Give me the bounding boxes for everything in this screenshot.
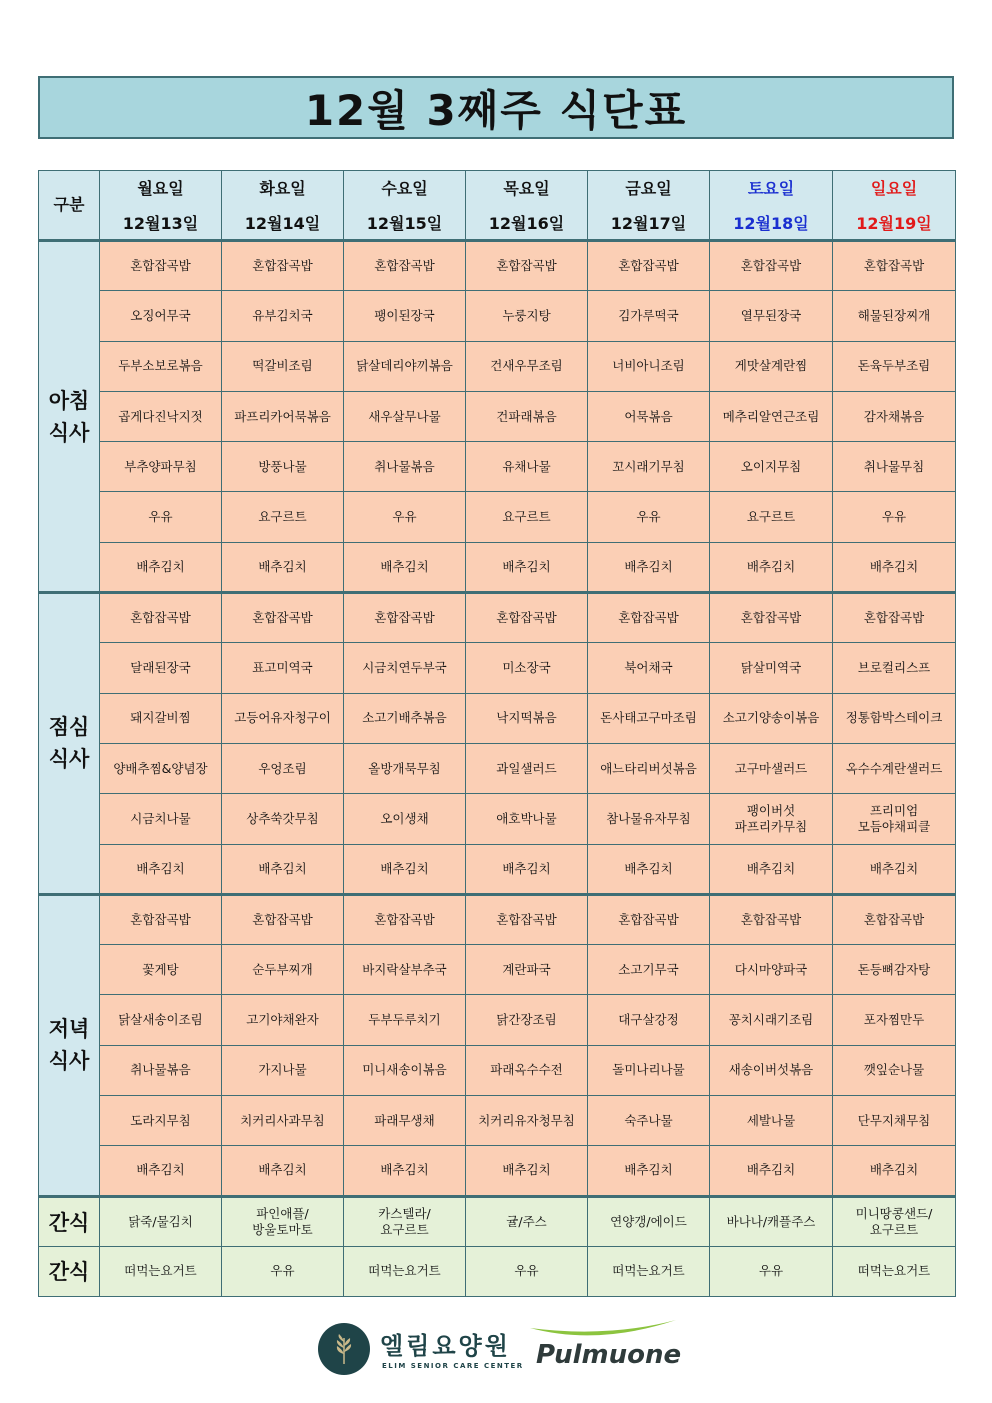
snack-category: 간식 [39,1246,100,1296]
menu-cell: 꼬시래기무침 [588,442,710,492]
table-row [39,241,956,291]
menu-cell: 돌미나리나물 [588,1045,710,1095]
menu-cell: 파프리카어묵볶음 [222,391,344,441]
snack-cell: 바나나/캐플주스 [710,1196,833,1246]
menu-cell: 배추김치 [588,1146,710,1196]
day-label: 토요일 [747,179,795,198]
menu-cell: 혼합잡곡밥 [466,894,588,944]
menu-cell: 북어채국 [588,643,710,693]
menu-cell: 김가루떡국 [588,291,710,341]
menu-cell: 프리미엄 모듬야채피클 [833,794,956,844]
meal-category-label: 점심 [48,715,90,740]
menu-cell: 혼합잡곡밥 [222,593,344,643]
header-row [39,171,956,241]
menu-cell: 요구르트 [466,492,588,542]
table-row [39,593,956,643]
page-title: 12월 3째주 식단표 [38,76,954,139]
day-label: 월요일 [137,179,184,198]
menu-cell: 배추김치 [466,844,588,894]
menu-cell: 취나물볶음 [344,442,466,492]
menu-cell: 감자채볶음 [833,391,956,441]
menu-cell: 파래무생채 [344,1096,466,1146]
table-row [39,341,956,391]
table-row [39,844,956,894]
menu-cell: 표고미역국 [222,643,344,693]
snack-row [39,1196,956,1246]
meal-category [39,593,100,895]
menu-cell: 배추김치 [100,1146,222,1196]
table-row [39,542,956,592]
snack-category: 간식 [39,1196,100,1246]
menu-cell: 시금치나물 [100,794,222,844]
logo-subtitle: ELIM SENIOR CARE CENTER [382,1362,524,1370]
menu-cell: 배추김치 [710,844,833,894]
menu-cell: 세발나물 [710,1096,833,1146]
day-header [588,171,710,241]
menu-cell: 혼합잡곡밥 [833,593,956,643]
menu-cell: 혼합잡곡밥 [222,241,344,291]
menu-cell: 혼합잡곡밥 [100,894,222,944]
snack-cell: 카스텔라/ 요구르트 [344,1196,466,1246]
menu-cell: 취나물볶음 [100,1045,222,1095]
menu-cell: 닭살데리야끼볶음 [344,341,466,391]
menu-cell: 애느타리버섯볶음 [588,743,710,793]
date-label: 12월15일 [366,214,443,233]
meal-category-label: 식사 [48,420,90,445]
menu-cell: 팽이버섯 파프리카무침 [710,794,833,844]
table-row [39,442,956,492]
menu-cell: 어묵볶음 [588,391,710,441]
menu-cell: 달래된장국 [100,643,222,693]
menu-cell: 배추김치 [466,542,588,592]
date-label: 12월18일 [733,214,809,233]
day-label: 화요일 [259,179,306,198]
day-header [466,171,588,241]
meal-category-label: 저녁 [48,1017,90,1042]
table-row [39,643,956,693]
menu-cell: 배추김치 [710,1146,833,1196]
menu-cell: 브로컬리스프 [833,643,956,693]
menu-cell: 방풍나물 [222,442,344,492]
menu-cell: 팽이된장국 [344,291,466,341]
menu-cell: 배추김치 [588,542,710,592]
menu-cell: 정통함박스테이크 [833,693,956,743]
menu-cell: 치커리유자청무침 [466,1096,588,1146]
menu-cell: 게맛살계란찜 [710,341,833,391]
menu-cell: 바지락살부추국 [344,945,466,995]
menu-cell: 올방개묵무침 [344,743,466,793]
menu-cell: 도라지무침 [100,1096,222,1146]
menu-cell: 꽃게탕 [100,945,222,995]
menu-cell: 배추김치 [222,542,344,592]
menu-cell: 소고기무국 [588,945,710,995]
menu-cell: 고기야채완자 [222,995,344,1045]
menu-cell: 배추김치 [344,1146,466,1196]
table-row [39,945,956,995]
menu-table [38,170,956,1297]
menu-cell: 혼합잡곡밥 [710,593,833,643]
day-header-saturday [710,171,833,241]
menu-cell: 누룽지탕 [466,291,588,341]
table-row [39,1096,956,1146]
menu-cell: 혼합잡곡밥 [588,593,710,643]
meal-category-label: 아침 [48,388,90,413]
menu-cell: 유채나물 [466,442,588,492]
menu-cell: 시금치연두부국 [344,643,466,693]
meal-category-label: 식사 [48,747,90,772]
menu-cell: 혼합잡곡밥 [833,241,956,291]
menu-cell: 단무지채무침 [833,1096,956,1146]
snack-cell: 떠먹는요거트 [344,1246,466,1296]
menu-cell: 닭살미역국 [710,643,833,693]
menu-cell: 돼지갈비찜 [100,693,222,743]
menu-cell: 새송이버섯볶음 [710,1045,833,1095]
menu-cell: 우유 [833,492,956,542]
snack-cell: 파인애플/ 방울토마토 [222,1196,344,1246]
menu-cell: 닭살새송이조림 [100,995,222,1045]
snack-cell: 미니땅콩샌드/ 요구르트 [833,1196,956,1246]
date-label: 12월19일 [856,214,932,233]
menu-cell: 떡갈비조림 [222,341,344,391]
menu-cell: 소고기양송이볶음 [710,693,833,743]
menu-cell: 새우살무나물 [344,391,466,441]
menu-cell: 요구르트 [710,492,833,542]
day-header-sunday [833,171,956,241]
menu-cell: 혼합잡곡밥 [344,894,466,944]
menu-cell: 배추김치 [466,1146,588,1196]
menu-cell: 우유 [344,492,466,542]
footer-logos [318,1318,682,1378]
menu-cell: 오이지무침 [710,442,833,492]
day-label: 금요일 [625,179,672,198]
menu-cell: 혼합잡곡밥 [100,241,222,291]
table-row [39,794,956,844]
menu-cell: 건새우무조림 [466,341,588,391]
menu-cell: 혼합잡곡밥 [710,894,833,944]
menu-cell: 혼합잡곡밥 [344,593,466,643]
date-label: 12월13일 [122,214,199,233]
menu-cell: 미니새송이볶음 [344,1045,466,1095]
menu-cell: 배추김치 [344,542,466,592]
menu-cell: 배추김치 [100,542,222,592]
menu-cell: 혼합잡곡밥 [466,593,588,643]
menu-cell: 두부두루치기 [344,995,466,1045]
menu-cell: 깻잎순나물 [833,1045,956,1095]
day-header [344,171,466,241]
leaf-icon [318,1323,370,1375]
menu-cell: 배추김치 [222,844,344,894]
menu-cell: 취나물무침 [833,442,956,492]
menu-cell: 상추쑥갓무침 [222,794,344,844]
menu-cell: 배추김치 [588,844,710,894]
date-label: 12월14일 [244,214,321,233]
meal-category [39,241,100,593]
table-row [39,995,956,1045]
menu-cell: 파래옥수수전 [466,1045,588,1095]
menu-cell: 순두부찌개 [222,945,344,995]
menu-cell: 혼합잡곡밥 [466,241,588,291]
menu-cell: 해물된장찌개 [833,291,956,341]
menu-cell: 낙지떡볶음 [466,693,588,743]
menu-cell: 소고기배추볶음 [344,693,466,743]
day-label: 수요일 [381,179,428,198]
menu-cell: 애호박나물 [466,794,588,844]
day-header [100,171,222,241]
meal-category-label: 식사 [48,1049,90,1074]
day-label: 목요일 [503,179,550,198]
menu-cell: 혼합잡곡밥 [588,241,710,291]
table-row [39,492,956,542]
menu-cell: 부추양파무침 [100,442,222,492]
menu-cell: 배추김치 [833,542,956,592]
menu-cell: 우유 [588,492,710,542]
menu-cell: 요구르트 [222,492,344,542]
table-row [39,291,956,341]
menu-cell: 돈사태고구마조림 [588,693,710,743]
menu-cell: 배추김치 [222,1146,344,1196]
menu-cell: 오이생채 [344,794,466,844]
menu-cell: 돈등뼈감자탕 [833,945,956,995]
menu-cell: 다시마양파국 [710,945,833,995]
menu-cell: 돈육두부조림 [833,341,956,391]
table-row [39,1045,956,1095]
menu-cell: 두부소보로볶음 [100,341,222,391]
menu-cell: 숙주나물 [588,1096,710,1146]
menu-cell: 대구살강정 [588,995,710,1045]
menu-cell: 혼합잡곡밥 [710,241,833,291]
menu-cell: 참나물유자무침 [588,794,710,844]
snack-cell: 연양갱/에이드 [588,1196,710,1246]
date-label: 12월16일 [488,214,565,233]
menu-cell: 배추김치 [344,844,466,894]
snack-cell: 우유 [466,1246,588,1296]
category-header: 구분 [39,171,100,241]
date-label: 12월17일 [610,214,687,233]
menu-cell: 유부김치국 [222,291,344,341]
menu-cell: 혼합잡곡밥 [222,894,344,944]
menu-cell: 미소장국 [466,643,588,693]
table-row [39,693,956,743]
snack-cell: 떠먹는요거트 [833,1246,956,1296]
menu-cell: 가지나물 [222,1045,344,1095]
table-row [39,1146,956,1196]
menu-cell: 오징어무국 [100,291,222,341]
snack-cell: 떠먹는요거트 [588,1246,710,1296]
snack-cell: 우유 [222,1246,344,1296]
table-row [39,743,956,793]
menu-cell: 배추김치 [833,844,956,894]
snack-cell: 닭죽/물김치 [100,1196,222,1246]
menu-cell: 배추김치 [100,844,222,894]
menu-cell: 계란파국 [466,945,588,995]
menu-cell: 치커리사과무침 [222,1096,344,1146]
brand-logo: Pulmuone [536,1340,682,1370]
snack-row [39,1246,956,1296]
menu-cell: 고구마샐러드 [710,743,833,793]
snack-cell: 떠먹는요거트 [100,1246,222,1296]
menu-cell: 건파래볶음 [466,391,588,441]
day-header [222,171,344,241]
menu-cell: 과일샐러드 [466,743,588,793]
logo-name: 엘림요양원 [380,1332,511,1360]
menu-cell: 포자찜만두 [833,995,956,1045]
snack-cell: 우유 [710,1246,833,1296]
menu-cell: 너비아니조림 [588,341,710,391]
table-row [39,391,956,441]
menu-cell: 배추김치 [833,1146,956,1196]
menu-cell: 혼합잡곡밥 [588,894,710,944]
menu-cell: 우엉조림 [222,743,344,793]
menu-cell: 꽁치시래기조림 [710,995,833,1045]
menu-cell: 배추김치 [710,542,833,592]
menu-cell: 혼합잡곡밥 [344,241,466,291]
menu-cell: 닭간장조림 [466,995,588,1045]
menu-cell: 고등어유자청구이 [222,693,344,743]
menu-cell: 혼합잡곡밥 [100,593,222,643]
menu-cell: 양배추찜&양념장 [100,743,222,793]
menu-cell: 메추리알연근조림 [710,391,833,441]
day-label: 일요일 [870,179,918,198]
menu-cell: 혼합잡곡밥 [833,894,956,944]
meal-category [39,894,100,1196]
menu-cell: 옥수수계란샐러드 [833,743,956,793]
menu-cell: 곱게다진낙지젓 [100,391,222,441]
menu-cell: 우유 [100,492,222,542]
snack-cell: 귤/주스 [466,1196,588,1246]
table-row [39,894,956,944]
menu-cell: 열무된장국 [710,291,833,341]
